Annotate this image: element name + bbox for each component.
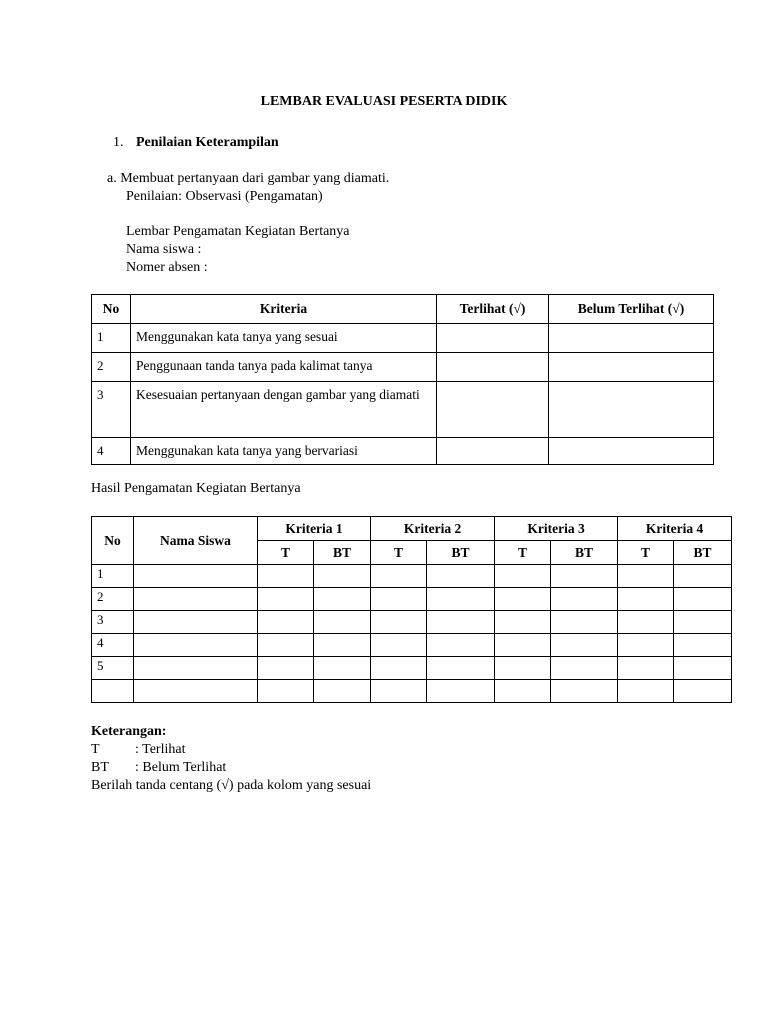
terlihat-cell[interactable]: [618, 588, 674, 611]
belum-terlihat-cell[interactable]: [427, 611, 495, 634]
subheader-bt: BT: [551, 541, 618, 565]
belum-terlihat-cell[interactable]: [549, 353, 714, 382]
belum-terlihat-cell[interactable]: [314, 634, 371, 657]
results-title: Hasil Pengamatan Kegiatan Bertanya: [91, 481, 301, 496]
belum-terlihat-cell[interactable]: [314, 611, 371, 634]
terlihat-cell[interactable]: [618, 634, 674, 657]
terlihat-cell[interactable]: [495, 565, 551, 588]
header-no: No: [92, 295, 131, 324]
subheader-bt: BT: [427, 541, 495, 565]
belum-terlihat-cell[interactable]: [674, 611, 732, 634]
terlihat-cell[interactable]: [495, 588, 551, 611]
terlihat-cell[interactable]: [258, 611, 314, 634]
terlihat-cell[interactable]: [495, 657, 551, 680]
subheader-t: T: [495, 541, 551, 565]
subheader-bt: BT: [674, 541, 732, 565]
belum-terlihat-cell[interactable]: [551, 634, 618, 657]
terlihat-cell[interactable]: [495, 611, 551, 634]
criteria-text: Menggunakan kata tanya yang sesuai: [131, 324, 437, 353]
table-row: [92, 657, 732, 680]
student-name-label: Nama siswa :: [126, 242, 202, 257]
legend-bt: [91, 760, 226, 776]
belum-terlihat-cell[interactable]: [551, 680, 618, 703]
student-name-cell[interactable]: [134, 680, 258, 703]
header-nama-siswa: Nama Siswa: [134, 517, 258, 565]
terlihat-cell[interactable]: [495, 680, 551, 703]
terlihat-cell[interactable]: [618, 680, 674, 703]
terlihat-cell[interactable]: [371, 634, 427, 657]
terlihat-cell[interactable]: [495, 634, 551, 657]
row-number: 3: [92, 611, 134, 634]
student-name-cell[interactable]: [134, 565, 258, 588]
header-kriteria-3: Kriteria 3: [495, 517, 618, 541]
row-number: 2: [92, 588, 134, 611]
row-number: [92, 680, 134, 703]
results-table-header: [92, 517, 732, 541]
table-row: [92, 680, 732, 703]
header-kriteria-4: Kriteria 4: [618, 517, 732, 541]
header-no: No: [92, 517, 134, 565]
row-number: 4: [92, 634, 134, 657]
table-row: [92, 588, 732, 611]
legend-t: [91, 742, 185, 758]
subheader-t: T: [618, 541, 674, 565]
belum-terlihat-cell[interactable]: [427, 634, 495, 657]
table-row: [92, 565, 732, 588]
belum-terlihat-cell[interactable]: [427, 657, 495, 680]
student-name-cell[interactable]: [134, 634, 258, 657]
terlihat-cell[interactable]: [371, 588, 427, 611]
legend-t-key: T: [91, 742, 100, 757]
results-table: [91, 516, 732, 703]
belum-terlihat-cell[interactable]: [674, 634, 732, 657]
student-name-cell[interactable]: [134, 611, 258, 634]
terlihat-cell[interactable]: [258, 657, 314, 680]
terlihat-cell[interactable]: [371, 680, 427, 703]
belum-terlihat-cell[interactable]: [314, 565, 371, 588]
legend-bt-key: BT: [91, 760, 109, 775]
row-number: 5: [92, 657, 134, 680]
header-belum-terlihat: Belum Terlihat (√): [549, 295, 714, 324]
instruction-note: Berilah tanda centang (√) pada kolom yang sesuai: [91, 778, 372, 793]
terlihat-cell[interactable]: [258, 565, 314, 588]
terlihat-cell[interactable]: [618, 565, 674, 588]
belum-terlihat-cell[interactable]: [314, 588, 371, 611]
terlihat-cell[interactable]: [371, 611, 427, 634]
belum-terlihat-cell[interactable]: [427, 680, 495, 703]
terlihat-cell[interactable]: [618, 611, 674, 634]
terlihat-cell[interactable]: [437, 353, 549, 382]
belum-terlihat-cell[interactable]: [551, 565, 618, 588]
legend-bt-value: : Belum Terlihat: [135, 760, 227, 775]
belum-terlihat-cell[interactable]: [674, 657, 732, 680]
assessment-method: Penilaian: Observasi (Pengamatan): [126, 189, 323, 204]
terlihat-cell[interactable]: [437, 324, 549, 353]
terlihat-cell[interactable]: [437, 438, 549, 465]
row-number: 4: [92, 438, 131, 465]
table-row: [92, 634, 732, 657]
header-kriteria: Kriteria: [131, 295, 437, 324]
section-number: 1.: [113, 135, 124, 150]
subheader-t: T: [258, 541, 314, 565]
table-row: [92, 353, 714, 382]
table-row: [92, 382, 714, 438]
student-name-cell[interactable]: [134, 588, 258, 611]
legend-t-value: : Terlihat: [135, 742, 186, 757]
belum-terlihat-cell[interactable]: [551, 588, 618, 611]
table-row: [92, 611, 732, 634]
belum-terlihat-cell[interactable]: [427, 565, 495, 588]
terlihat-cell[interactable]: [258, 588, 314, 611]
section-title: Penilaian Keterampilan: [136, 135, 279, 150]
header-kriteria-1: Kriteria 1: [258, 517, 371, 541]
belum-terlihat-cell[interactable]: [674, 565, 732, 588]
criteria-text: Kesesuaian pertanyaan dengan gambar yang diamati: [131, 382, 437, 438]
terlihat-cell[interactable]: [258, 634, 314, 657]
belum-terlihat-cell[interactable]: [674, 588, 732, 611]
belum-terlihat-cell[interactable]: [549, 438, 714, 465]
terlihat-cell[interactable]: [618, 657, 674, 680]
belum-terlihat-cell[interactable]: [549, 382, 714, 438]
belum-terlihat-cell[interactable]: [314, 680, 371, 703]
criteria-table: [91, 294, 714, 465]
criteria-table-header: [92, 295, 714, 324]
row-number: 1: [92, 565, 134, 588]
page-title: LEMBAR EVALUASI PESERTA DIDIK: [260, 94, 508, 109]
belum-terlihat-cell[interactable]: [551, 657, 618, 680]
table-row: [92, 438, 714, 465]
header-terlihat: Terlihat (√): [437, 295, 549, 324]
belum-terlihat-cell[interactable]: [674, 680, 732, 703]
terlihat-cell[interactable]: [371, 565, 427, 588]
terlihat-cell[interactable]: [437, 382, 549, 438]
observation-sheet-title: Lembar Pengamatan Kegiatan Bertanya: [126, 224, 350, 239]
legend-title: Keterangan:: [91, 724, 167, 739]
subheader-bt: BT: [314, 541, 371, 565]
table-row: [92, 324, 714, 353]
sub-item-text: a. Membuat pertanyaan dari gambar yang diamati.: [107, 171, 390, 186]
row-number: 1: [92, 324, 131, 353]
terlihat-cell[interactable]: [258, 680, 314, 703]
subheader-t: T: [371, 541, 427, 565]
belum-terlihat-cell[interactable]: [549, 324, 714, 353]
belum-terlihat-cell[interactable]: [551, 611, 618, 634]
terlihat-cell[interactable]: [371, 657, 427, 680]
student-name-cell[interactable]: [134, 657, 258, 680]
row-number: 2: [92, 353, 131, 382]
row-number: 3: [92, 382, 131, 438]
criteria-text: Menggunakan kata tanya yang bervariasi: [131, 438, 437, 465]
header-kriteria-2: Kriteria 2: [371, 517, 495, 541]
belum-terlihat-cell[interactable]: [427, 588, 495, 611]
belum-terlihat-cell[interactable]: [314, 657, 371, 680]
absence-number-label: Nomer absen :: [126, 260, 208, 275]
criteria-text: Penggunaan tanda tanya pada kalimat tanya: [131, 353, 437, 382]
